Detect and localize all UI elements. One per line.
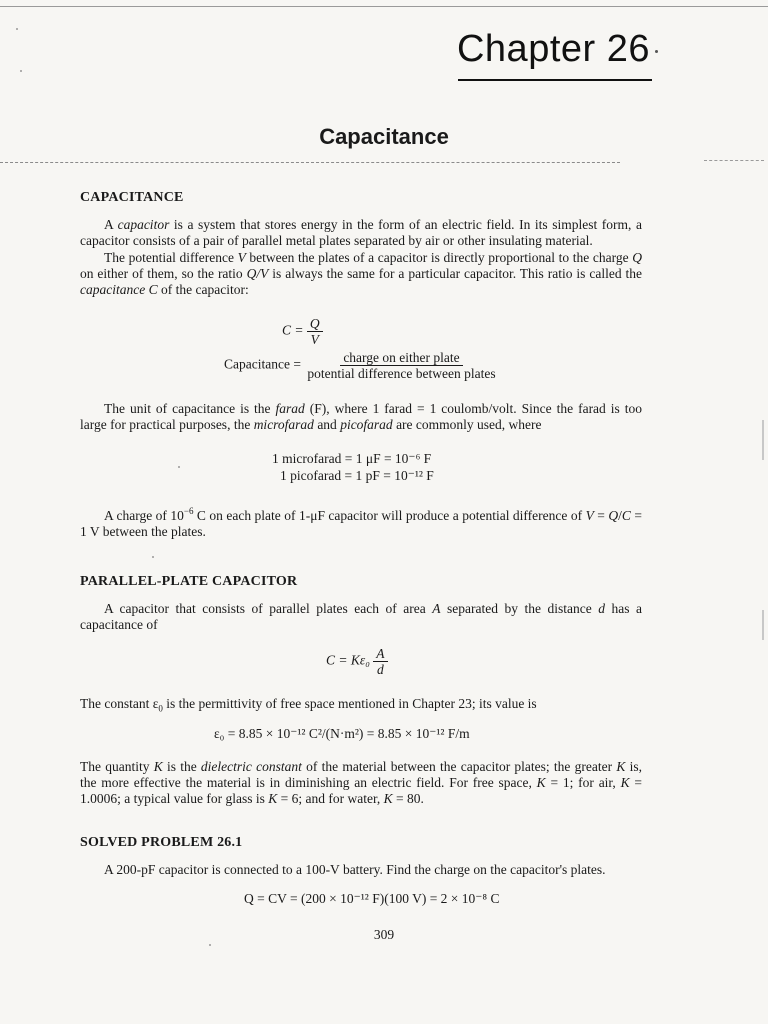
section-heading-solved-problem: SOLVED PROBLEM 26.1 (80, 835, 243, 850)
chapter-heading: Chapter 26 (456, 28, 650, 70)
eq-lhs: C = (282, 322, 304, 338)
equation-c-equals-q-over-v (282, 316, 323, 347)
equation-epsilon-zero: ε₀ = 8.85 × 10⁻¹² C²/(N·m²) = 8.85 × 10⁻¹² F/m (214, 726, 470, 741)
pp-eq-lhs: C = Kε₀ (326, 652, 370, 668)
scan-speck (16, 28, 18, 30)
scan-speck (152, 556, 154, 558)
eq2-lhs: Capacitance = (224, 356, 301, 372)
section-heading-parallel-plate: PARALLEL-PLATE CAPACITOR (80, 574, 298, 589)
paragraph-capacitance-ratio: The potential difference V between the plates of a capacitor is directly proportional to the charge Q on either of them, so the ratio Q/V is always the same for a particular capacitor. This ratio is called the capacitance C of the capacitor: (80, 250, 643, 297)
title-divider-right (704, 160, 764, 161)
equation-picofarad: 1 picofarad = 1 pF = 10⁻¹² F (280, 468, 434, 483)
chapter-underline (458, 79, 652, 81)
top-border-rule (0, 6, 768, 7)
paragraph-farad-unit: The unit of capacitance is the farad (F), where 1 farad = 1 coulomb/volt. Since the farad is too large for practical purposes, the microfarad and picofarad are commonly used, where (80, 401, 643, 432)
paragraph-permittivity: The constant $\varepsilon_0$ is the permittivity of free space mentioned in Chapter 23; its value is (80, 696, 537, 714)
equation-parallel-plate (326, 646, 388, 677)
pp-eq-denominator: d (377, 662, 384, 677)
page-title: Capacitance (319, 124, 449, 149)
title-divider (0, 162, 620, 163)
eq-denominator: V (310, 332, 319, 347)
scan-speck (178, 466, 180, 468)
equation-solved-charge: Q = CV = (200 × 10⁻¹² F)(100 V) = 2 × 10⁻⁸ C (244, 891, 500, 906)
scan-speck (655, 50, 658, 53)
paragraph-charge-example: A charge of $10^{-6}$ C on each plate of 1-μF capacitor will produce a potential difference of V = Q/C = 1 V between the plates. (80, 506, 642, 539)
section-heading-capacitance: CAPACITANCE (80, 190, 184, 205)
eq2-denominator: potential difference between plates (307, 366, 496, 381)
paragraph-solved-problem: A 200-pF capacitor is connected to a 100-V battery. Find the charge on the capacitor's plates. (104, 862, 606, 877)
pp-eq-numerator: A (373, 646, 387, 662)
scan-edge-mark (762, 610, 764, 640)
equation-microfarad: 1 microfarad = 1 μF = 10⁻⁶ F (272, 451, 432, 466)
eq-numerator: Q (307, 316, 323, 332)
page-number: 309 (373, 927, 395, 942)
paragraph-capacitor-definition: A capacitor is a system that stores energy in the form of an electric field. In its simplest form, a capacitor consists of a pair of parallel metal plates separated by air or other insulating material. (80, 217, 642, 248)
eq2-numerator: charge on either plate (340, 350, 462, 366)
scan-speck (209, 944, 211, 946)
paragraph-dielectric-constant: The quantity K is the dielectric constant of the material between the capacitor plates; the greater K is, the more effective the material is in diminishing an electric field. For free space, K = 1; for air, K = 1.0006; a typical value for glass is K = 6; and for water, K = 80. (80, 759, 642, 806)
paragraph-parallel-plate-intro: A capacitor that consists of parallel plates each of area A separated by the distance d has a capacitance of (80, 601, 642, 632)
equation-capacitance-words (224, 350, 499, 381)
scan-speck (20, 70, 22, 72)
scan-edge-mark (762, 420, 764, 460)
